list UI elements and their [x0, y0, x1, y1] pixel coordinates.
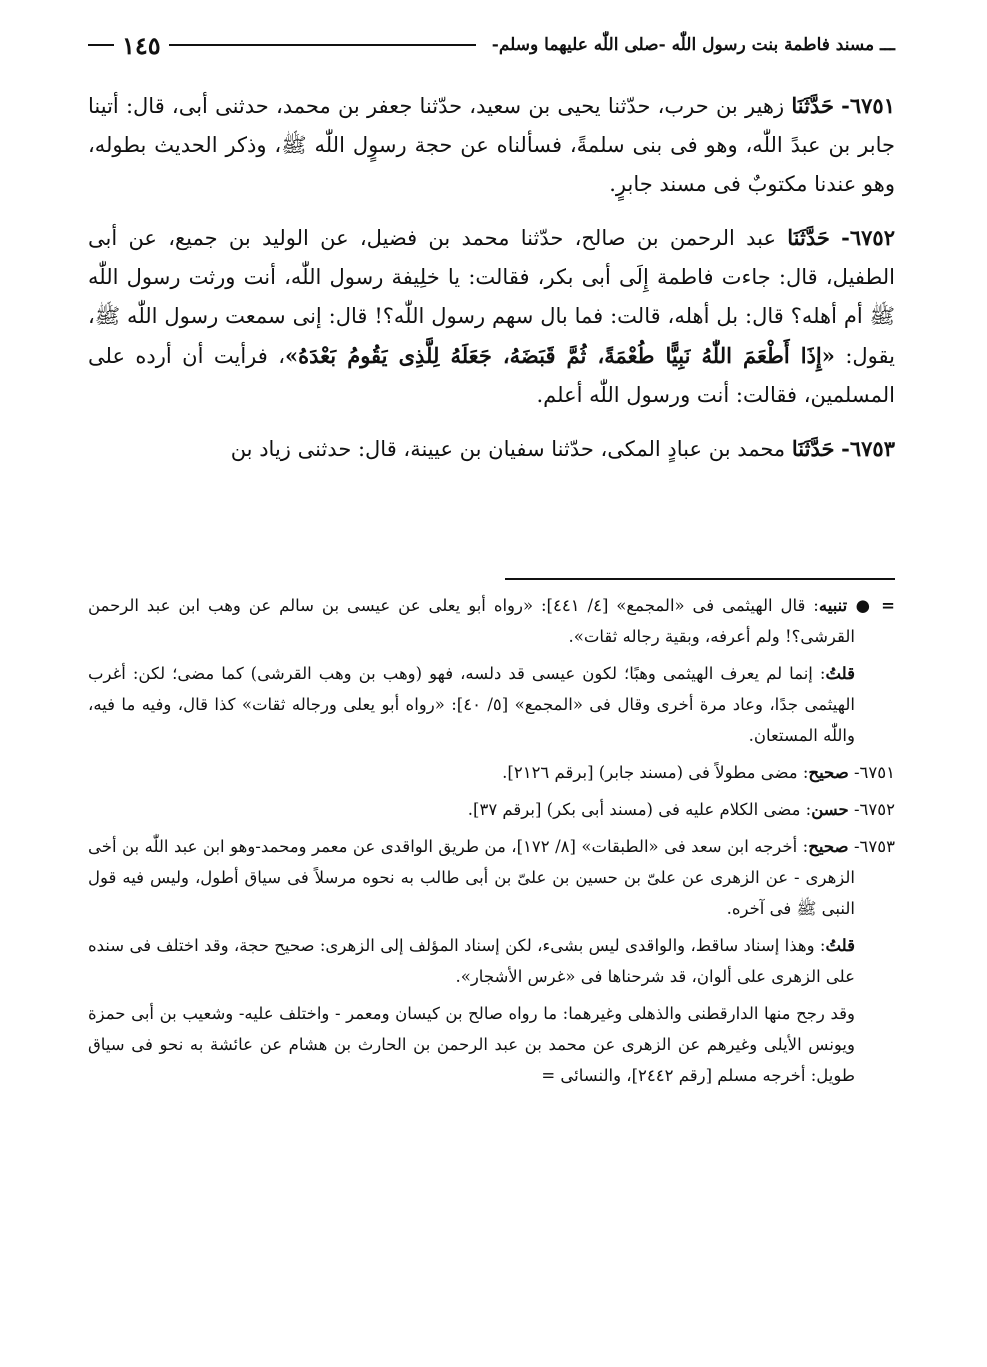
footnote-marker: = ● تنبيه	[818, 596, 895, 615]
hadith-text-end: ، فرأيت أن أرده على المسلمين، فقالت: أنت ورسول اللّٰه أعلم.	[88, 344, 895, 407]
grade-label: صحيح	[808, 837, 849, 856]
hadith-number: ٦٧٥٣-	[841, 436, 895, 461]
footnote-separator	[505, 578, 895, 580]
footnote-qultu-2	[88, 930, 895, 992]
hadith-number: ٦٧٥٢-	[841, 225, 895, 250]
hadith-6751	[88, 86, 895, 204]
header-rule	[169, 44, 476, 46]
main-text	[88, 86, 895, 483]
header-dash	[88, 44, 114, 46]
hadith-text: زهير بن حرب، حدّثنا يحيى بن سعيد، حدّثنا جعفر بن محمد، حدثنى أبى، قال: أتينا جابر بن عبدً اللّٰه، وهو فى بنى سلمةً، فسألناه عن حجة رسوٍل اللّٰه ﷺ، وذكر الحديث بطوله، وهو عندنا مكتوبٌ فى مسند جابرٍ.	[88, 94, 895, 196]
footnote-qultu	[88, 658, 895, 751]
page-number: ١٤٥	[122, 30, 161, 60]
hadith-number: ٦٧٥١-	[841, 93, 895, 118]
grade-text: : مضى الكلام عليه فى (مسند أبى بكر) [برقم ٣٧].	[467, 800, 812, 819]
footnote-continuation	[88, 998, 895, 1091]
hadith-text: عبد الرحمن بن صالح، حدّثنا محمد بن فضيل، عن الوليد بن جميع، عن أبى الطفيل، قال: جاءت فاطمة إِلَى أبى بكر، فقالت: يا خلِيفة رسول اللّٰه، أنت ورثت رسول اللّٰه ﷺ أم أهله؟ قال: بل أهله، قالت: فما بال سهم رسول اللّٰه؟! قال: إنى سمعت رسول اللّٰه ﷺ، يقول:	[88, 226, 895, 368]
hadith-text: محمد بن عبادٍ المكى، حدّثنا سفيان بن عيينة، قال: حدثنى زياد بن	[230, 437, 786, 461]
header-title: ـــ مسند فاطمة بنت رسول اللّٰه -صلى اللّٰه عليهما وسلم-	[491, 35, 895, 55]
footnotes	[88, 590, 895, 1097]
grade-label: صحيح	[808, 763, 849, 782]
footnote-text: وقد رجح منها الدارقطنى والذهلى وغيرهما: ما رواه صالح بن كيسان ومعمر - واختلف عليه- وشعيب بن أبى حمزة ويونس الأيلى وغيرهم عن الزهرى عن محمد بن عبد الرحمن بن الحارث بن هشام عن عائشة به نحو فى سياق طويل: أخرجه مسلم [رقم ٢٤٤٢]، والنسائى =	[88, 1004, 855, 1085]
hadith-lead-word: حَدَّثَنَا	[791, 436, 835, 461]
running-header	[88, 28, 895, 62]
footnote-lead: قلتُ	[825, 664, 855, 683]
grade-6753	[88, 831, 895, 924]
grade-text: : مضى مطولاً فى (مسند جابر) [برقم ٢١٢٦].	[502, 763, 809, 782]
footnote-text: : وهذا إسناد ساقط، والواقدى ليس بشىء، لكن إسناد المؤلف إلى الزهرى: صحيح حجة، وقد اختلف فى سنده على الزهرى على ألوان، قد شرحناها فى «غرس الأشجار».	[88, 936, 855, 986]
hadith-lead-word: حَدَّثَنَا	[787, 225, 830, 250]
grade-number: ٦٧٥١-	[853, 763, 895, 782]
hadith-lead-word: حَدَّثَنَا	[791, 93, 834, 118]
hadith-6753	[88, 429, 895, 469]
hadith-6752	[88, 218, 895, 415]
footnote-text: : إنما لم يعرف الهيثمى وهبًا؛ لكون عيسى قد دلسه، فهو (وهب بن وهب القرشى) كما مضى؛ لكن: أغرب الهيثمى جدًا، وعاد مرة أخرى وقال فى «المجمع» [٥/ ٤٠]: «رواه أبو يعلى ورجاله ثقات» كذا قال، وفيه ما فيه، واللّٰه المستعان.	[88, 664, 855, 745]
grade-6752	[88, 794, 895, 825]
footnote-lead: قلتُ	[825, 936, 855, 955]
prophetic-quote: «إِذَا أَطْعَمَ اللّٰهُ نَبِيًّا طُعْمَةً، ثُمَّ قَبَضَهُ، جَعَلَهُ لِلَّذِى يَقُومُ بَعْدَهُ»	[285, 343, 835, 368]
footnote-tanbih	[88, 590, 895, 652]
grade-text: : أخرجه ابن سعد فى «الطبقات» [٨/ ١٧٢]، من طريق الواقدى عن معمر ومحمد-وهو ابن عبد اللّٰه بن أخى الزهرى - عن الزهرى عن علىّ بن حسين بن علىّ بن أبى طالب به نحوه مرسلاً فى سياق أطول، وليس فيه قول النبى ﷺ فى آخره.	[88, 837, 855, 918]
grade-6751	[88, 757, 895, 788]
footnote-text: : قال الهيثمى فى «المجمع» [٤/ ٤٤١]: «رواه أبو يعلى عن عيسى بن سالم عن وهب ابن عبد الرحمن القرشى؟! ولم أعرفه، وبقية رجاله ثقات».	[88, 596, 855, 646]
grade-number: ٦٧٥٣-	[853, 837, 895, 856]
grade-label: حسن	[811, 800, 849, 819]
grade-number: ٦٧٥٢-	[853, 800, 895, 819]
